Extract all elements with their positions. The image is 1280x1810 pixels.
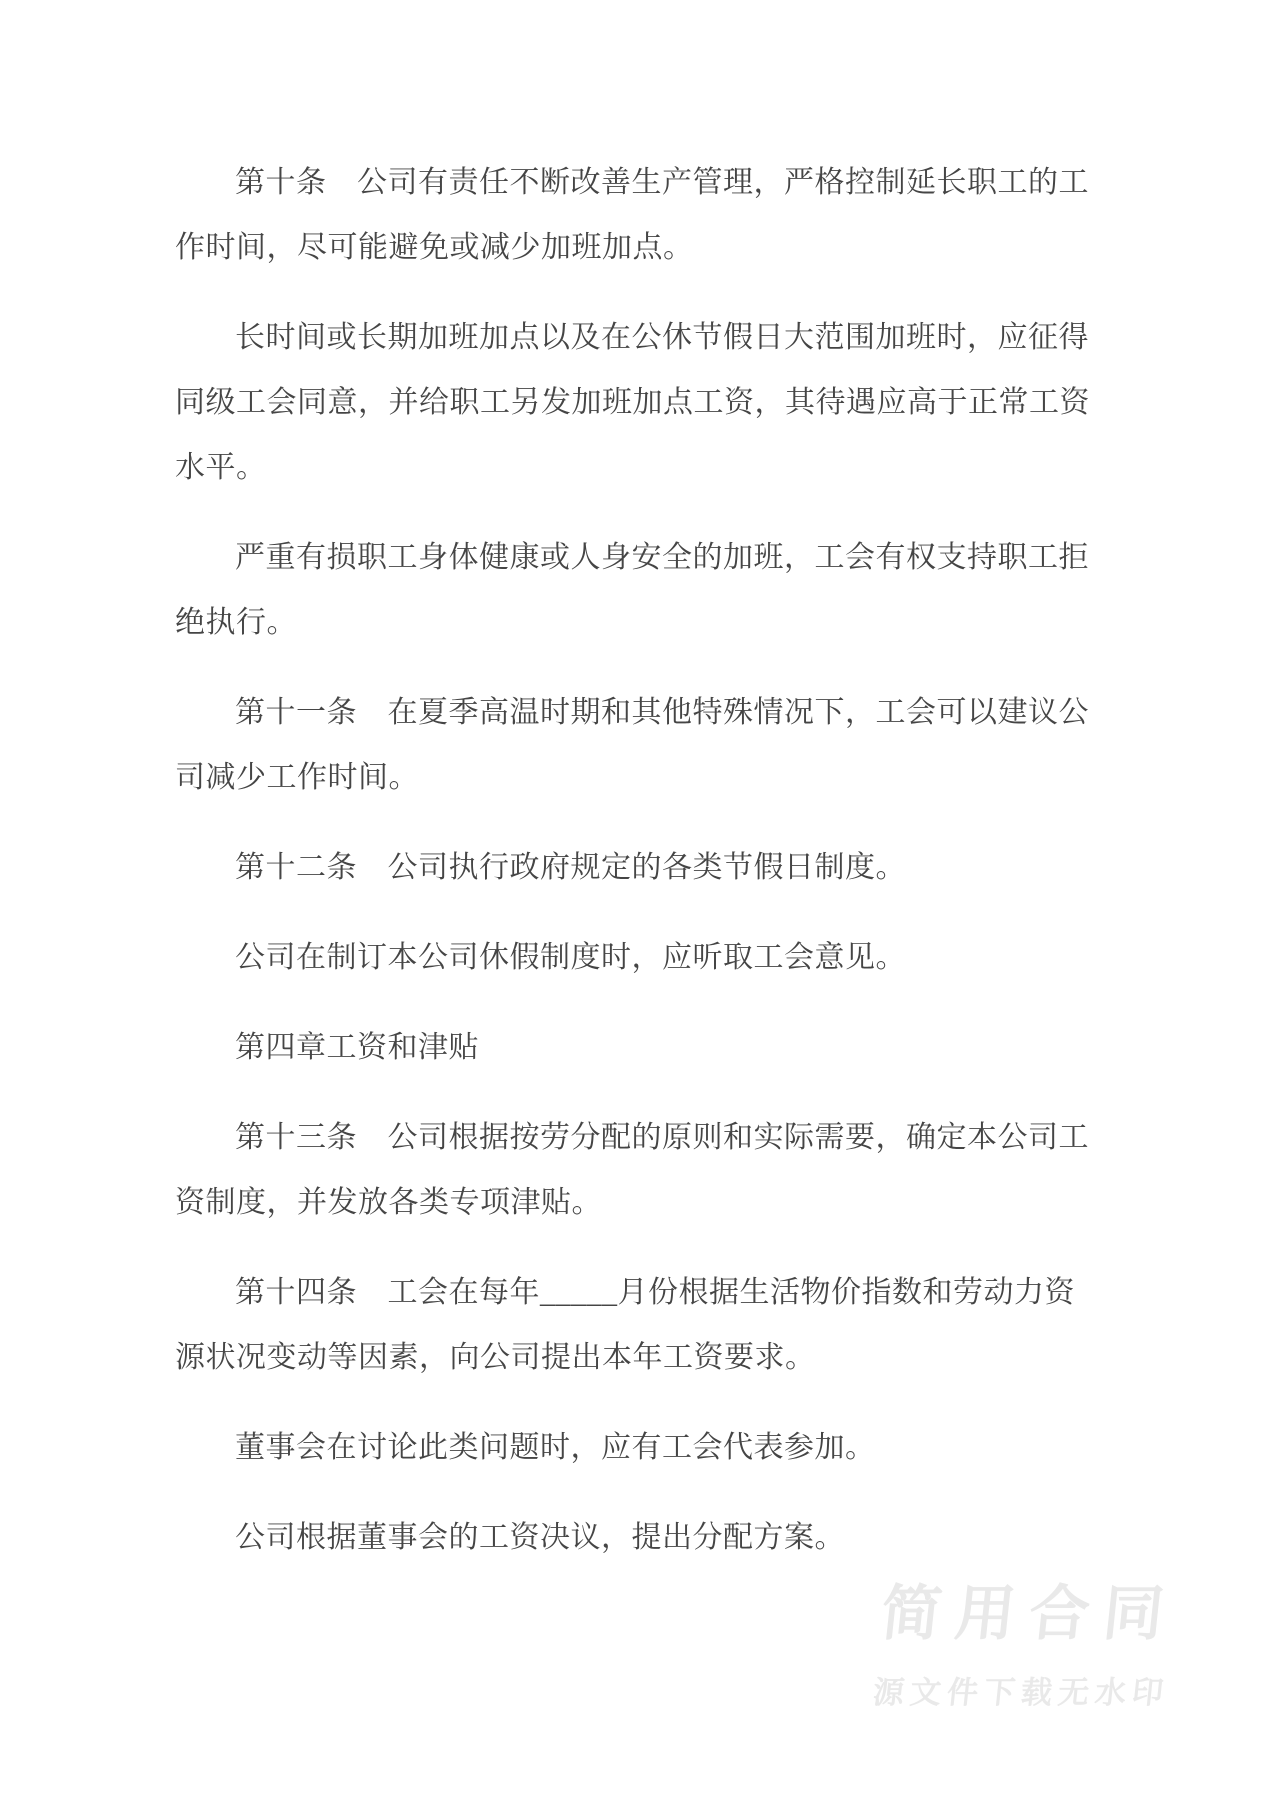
paragraph xyxy=(175,1505,1091,1570)
document-body xyxy=(175,150,1091,1595)
text-line: 同级工会同意，并给职工另发加班加点工资，其待遇应高于正常工资 xyxy=(175,386,1090,419)
text-line: 源状况变动等因素，向公司提出本年工资要求。 xyxy=(175,1341,816,1374)
text-line: 资制度，并发放各类专项津贴。 xyxy=(175,1186,602,1219)
text-line: 作时间，尽可能避免或减少加班加点。 xyxy=(175,231,694,264)
watermark xyxy=(871,1582,1204,1710)
text-line: 第十三条 公司根据按劳分配的原则和实际需要，确定本公司工 xyxy=(235,1121,1089,1154)
text-line: 第十条 公司有责任不断改善生产管理，严格控制延长职工的工 xyxy=(235,166,1089,199)
paragraph xyxy=(175,1105,1091,1235)
paragraph xyxy=(175,150,1091,280)
text-line: 第四章工资和津贴 xyxy=(235,1031,479,1064)
text-line: 第十四条 工会在每年_____月份根据生活物价指数和劳动力资 xyxy=(235,1276,1075,1309)
text-line: 司减少工作时间。 xyxy=(175,761,419,794)
chapter-heading xyxy=(175,1015,1091,1080)
text-line: 公司在制订本公司休假制度时，应听取工会意见。 xyxy=(235,941,906,974)
watermark-title: 简用合同 xyxy=(877,1580,1181,1647)
text-line: 第十二条 公司执行政府规定的各类节假日制度。 xyxy=(235,851,906,884)
paragraph xyxy=(175,525,1091,655)
text-line: 董事会在讨论此类问题时，应有工会代表参加。 xyxy=(235,1431,876,1464)
paragraph xyxy=(175,1415,1091,1480)
text-line: 严重有损职工身体健康或人身安全的加班，工会有权支持职工拒 xyxy=(235,541,1089,574)
paragraph xyxy=(175,680,1091,810)
watermark-subtitle: 源文件下载无水印 xyxy=(871,1675,1171,1710)
text-line: 第十一条 在夏季高温时期和其他特殊情况下，工会可以建议公 xyxy=(235,696,1089,729)
text-line: 水平。 xyxy=(175,451,267,484)
text-line: 长时间或长期加班加点以及在公休节假日大范围加班时，应征得 xyxy=(235,321,1089,354)
paragraph xyxy=(175,305,1091,500)
paragraph xyxy=(175,925,1091,990)
paragraph xyxy=(175,835,1091,900)
text-line: 公司根据董事会的工资决议，提出分配方案。 xyxy=(235,1521,845,1554)
paragraph xyxy=(175,1260,1091,1390)
text-line: 绝执行。 xyxy=(175,606,297,639)
